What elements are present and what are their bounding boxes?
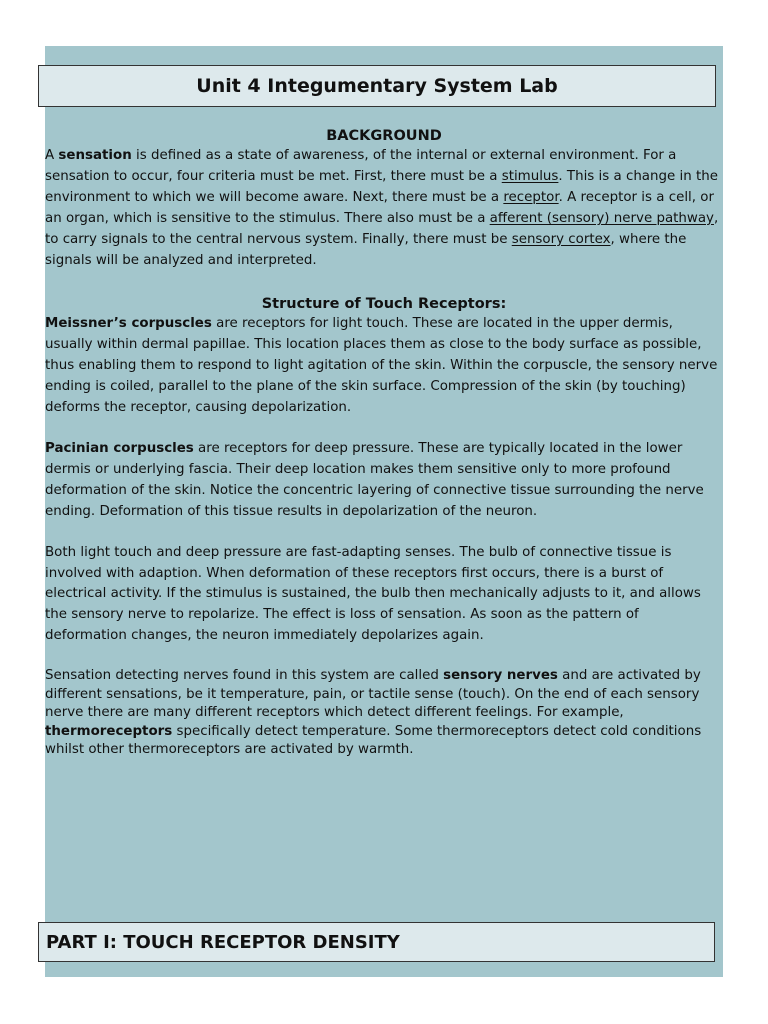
term-sensory-nerves: sensory nerves: [443, 668, 558, 684]
text-run: . A receptor is a cell, or an organ, which is sensitive to the stimulus. There also must be a: [45, 189, 714, 226]
text-run: Sensation detecting nerves found in this system are called: [45, 668, 444, 684]
page-title-box: [38, 65, 716, 107]
structure-heading: Structure of Touch Receptors:: [261, 296, 507, 313]
text-run: . This is a change in the environment to which we will become aware. Next, there must be a: [45, 168, 718, 205]
term-sensation: sensation: [58, 148, 132, 163]
text-run: and are activated by different sensations, be it temperature, pain, or tactile sense (touch). On the end of each sensory nerve there are many different receptors which detect different feelings. For example,: [45, 668, 701, 721]
term-pacinian: Pacinian corpuscles: [45, 440, 194, 456]
part-heading: PART I: TOUCH RECEPTOR DENSITY: [46, 931, 400, 953]
term-receptor: receptor: [503, 189, 559, 205]
page-title: Unit 4 Integumentary System Lab: [196, 75, 558, 97]
term-sensory-cortex: sensory cortex: [511, 231, 611, 247]
background-paragraph: [45, 146, 723, 271]
text-run: A: [45, 148, 59, 163]
part-heading-box: [38, 922, 715, 962]
background-heading: BACKGROUND: [326, 128, 442, 144]
text-run: specifically detect temperature. Some thermoreceptors detect cold conditions whilst other thermoreceptors are activated by warmth.: [45, 723, 702, 758]
adaptation-paragraph: Both light touch and deep pressure are fast-adapting senses. The bulb of connective tissue is involved with adaption. When deformation of these receptors first occurs, there is a burst of electrical activity. If the stimulus is sustained, the bulb then mechanically adjusts to it, and allows the sensory nerve to repolarize. The effect is loss of sensation. As soon as the pattern of deformation changes, the neuron immediately depolarizes again.: [45, 544, 701, 644]
pacinian-paragraph: [45, 439, 723, 523]
text-run: , where the signals will be analyzed and interpreted.: [45, 231, 687, 268]
term-thermoreceptors: thermoreceptors: [45, 723, 173, 739]
text-run: is defined as a state of awareness, of the internal or external environment. For a sensation to occur, four criteria must be met. First, there must be a: [45, 148, 677, 184]
content-body: [45, 126, 723, 760]
text-run: , to carry signals to the central nervous system. Finally, there must be: [45, 210, 719, 247]
meissner-paragraph: [45, 314, 723, 419]
text-run: are receptors for light touch. These are located in the upper dermis, usually within dermal papillae. This location places them as close to the body surface as possible, thus enabling them to respond to light agitation of the skin. Within the corpuscle, the sensory nerve ending is coiled, parallel to the plane of the skin surface. Compression of the skin (by touching) deforms the receptor, causing depolarization.: [45, 316, 718, 416]
text-run: are receptors for deep pressure. These are typically located in the lower dermis or underlying fascia. Their deep location makes them sensitive only to more profound deformation of the skin. Notice the concentric layering of connective tissue surrounding the nerve ending. Deformation of this tissue results in depolarization of the neuron.: [45, 440, 704, 519]
term-meissner: Meissner’s corpuscles: [45, 316, 212, 332]
term-afferent-pathway: afferent (sensory) nerve pathway: [489, 210, 714, 226]
sensory-nerves-paragraph: [45, 667, 723, 760]
term-stimulus: stimulus: [501, 168, 559, 184]
